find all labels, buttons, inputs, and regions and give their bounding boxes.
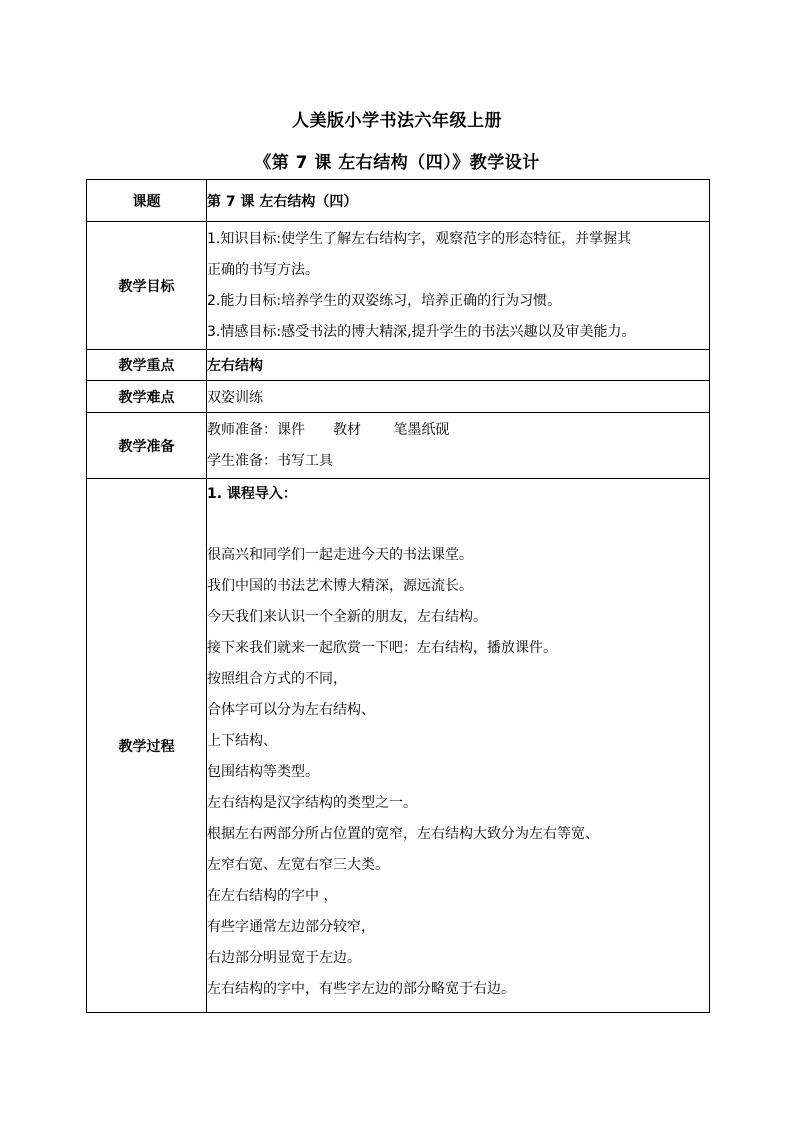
- objectives-content: [207, 222, 710, 350]
- process-line: 右边部分明显宽于左边。: [207, 950, 361, 966]
- row-process: [87, 479, 710, 1013]
- preparation-line: 学生准备：书写工具: [207, 452, 333, 469]
- objective-line: 1.知识目标:使学生了解左右结构字，观察范字的形态特征，并掌握其: [207, 230, 632, 247]
- process-line: 接下来我们就来一起欣赏一下吧：左右结构，播放课件。: [207, 640, 557, 656]
- process-line: 在左右结构的字中 ，: [207, 888, 338, 904]
- process-line: 合体字可以分为左右结构、: [207, 702, 375, 718]
- process-line: 左右结构的字中，有些字左边的部分略宽于右边。: [207, 981, 515, 997]
- topic-value: 第 7 课 左右结构（四）: [207, 180, 710, 222]
- process-line: 很高兴和同学们一起走进今天的书法课堂。: [207, 547, 473, 563]
- difficulty-value: 双姿训练: [207, 381, 710, 413]
- blank-line: [207, 510, 709, 540]
- process-line: 上下结构、: [207, 733, 277, 749]
- row-key-point: [87, 350, 710, 381]
- process-label: 教学过程: [87, 479, 207, 1013]
- key-point-value: 左右结构: [207, 350, 710, 381]
- process-line: 有些字通常左边部分较窄，: [207, 919, 375, 935]
- objectives-label: 教学目标: [87, 222, 207, 350]
- preparation-line: 教师准备：课件 教材 笔墨纸砚: [207, 421, 450, 438]
- objective-line: 3.情感目标:感受书法的博大精深,提升学生的书法兴趣以及审美能力。: [207, 323, 636, 340]
- row-objectives: [87, 222, 710, 350]
- document-title: 人美版小学书法六年级上册: [292, 111, 502, 131]
- key-point-label: 教学重点: [87, 350, 207, 381]
- preparation-content: [207, 413, 710, 479]
- row-difficulty: [87, 381, 710, 413]
- process-line: 按照组合方式的不同，: [207, 671, 347, 687]
- topic-label: 课题: [87, 180, 207, 222]
- objective-line: 2.能力目标:培养学生的双姿练习，培养正确的行为习惯。: [207, 292, 562, 309]
- difficulty-label: 教学难点: [87, 381, 207, 413]
- process-line: 根据左右两部分所占位置的宽窄，左右结构大致分为左右等宽、: [207, 826, 599, 842]
- row-preparation: [87, 413, 710, 479]
- process-line: 今天我们来认识一个全新的朋友，左右结构。: [207, 609, 487, 625]
- process-heading: 1. 课程导入：: [207, 486, 297, 502]
- row-topic: [87, 180, 710, 222]
- process-line: 左右结构是汉字结构的类型之一。: [207, 795, 417, 811]
- process-line: 我们中国的书法艺术博大精深，源远流长。: [207, 578, 473, 594]
- preparation-label: 教学准备: [87, 413, 207, 479]
- document-subtitle: 《第 7 课 左右结构（四）》教学设计: [254, 153, 540, 173]
- process-line: 包围结构等类型。: [207, 764, 319, 780]
- lesson-plan-table: [86, 179, 710, 1013]
- process-content: [207, 479, 710, 1013]
- process-line: 左窄右宽、左宽右窄三大类。: [207, 857, 389, 873]
- objective-line: 正确的书写方法。: [207, 261, 319, 278]
